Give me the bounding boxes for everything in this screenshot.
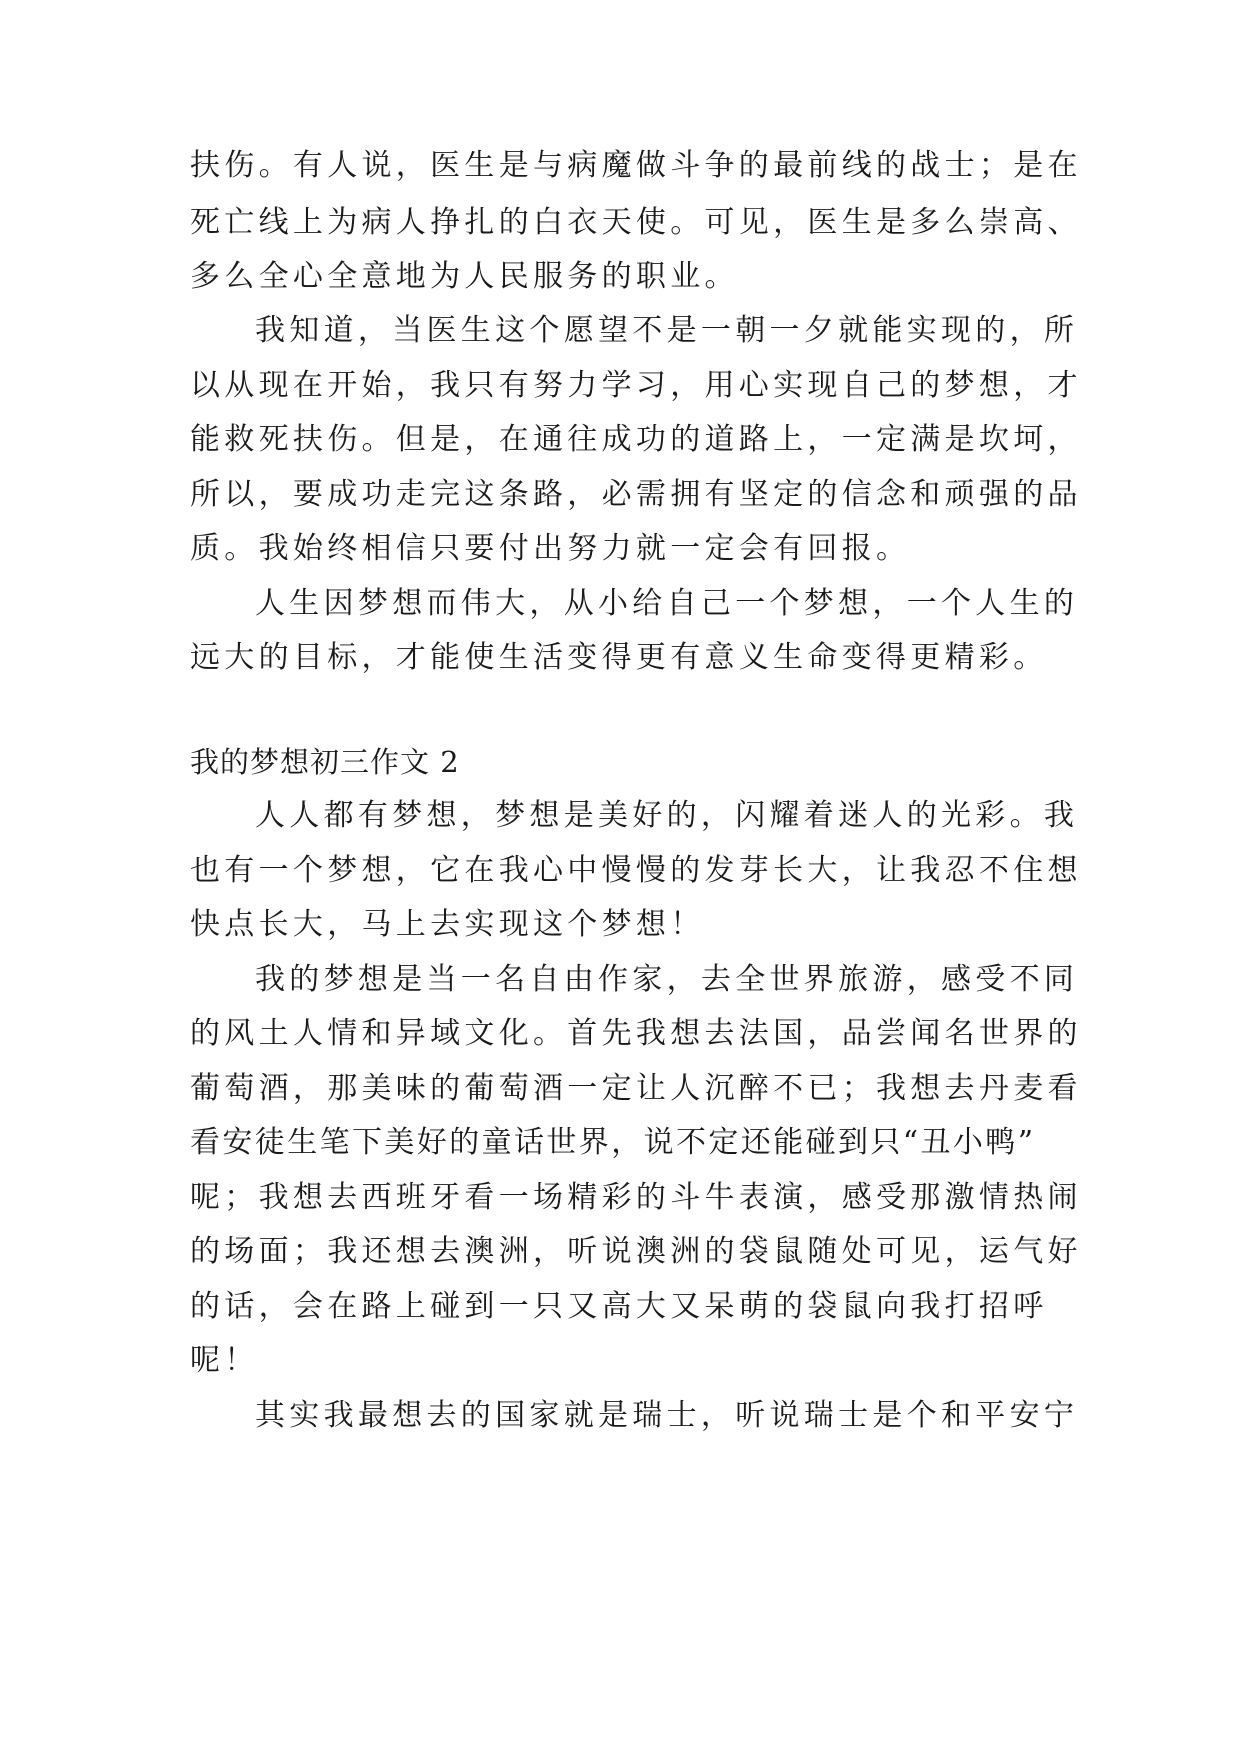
text-line: 快点长大，马上去实现这个梦想！ bbox=[190, 907, 705, 942]
text-line: 呢；我想去西班牙看一场精彩的斗牛表演，感受那激情热闹 bbox=[190, 1180, 1082, 1215]
paragraph-first-line: 我的梦想是当一名自由作家，去全世界旅游，感受不同 bbox=[255, 962, 1079, 997]
text-line: 死亡线上为病人挣扎的白衣天使。可见，医生是多么崇高、 bbox=[190, 205, 1082, 240]
paragraph-first-line: 其实我最想去的国家就是瑞士，听说瑞士是个和平安宁 bbox=[255, 1398, 1079, 1433]
text-line: 葡萄酒，那美味的葡萄酒一定让人沉醉不已；我想去丹麦看 bbox=[190, 1071, 1082, 1106]
text-line: 的话，会在路上碰到一只又高大又呆萌的袋鼠向我打招呼 bbox=[190, 1289, 1048, 1324]
text-line: 也有一个梦想，它在我心中慢慢的发芽长大，让我忍不住想 bbox=[190, 853, 1082, 888]
section-title: 我的梦想初三作文 2 bbox=[190, 745, 460, 779]
text-line: 的场面；我还想去澳洲，听说澳洲的袋鼠随处可见，运气好 bbox=[190, 1234, 1082, 1269]
text-line: 远大的目标，才能使生活变得更有意义生命变得更精彩。 bbox=[190, 640, 1048, 675]
text-line: 扶伤。有人说，医生是与病魔做斗争的最前线的战士；是在 bbox=[190, 148, 1082, 183]
paragraph-first-line: 人人都有梦想，梦想是美好的，闪耀着迷人的光彩。我 bbox=[255, 798, 1079, 833]
paragraph-first-line: 我知道，当医生这个愿望不是一朝一夕就能实现的，所 bbox=[255, 313, 1079, 348]
text-line: 能救死扶伤。但是，在通往成功的道路上，一定满是坎坷， bbox=[190, 422, 1082, 457]
text-line: 多么全心全意地为人民服务的职业。 bbox=[190, 259, 739, 294]
text-line: 以从现在开始，我只有努力学习，用心实现自己的梦想，才 bbox=[190, 368, 1082, 403]
text-line: 质。我始终相信只要付出努力就一定会有回报。 bbox=[190, 531, 911, 566]
text-line: 看安徒生笔下美好的童话世界，说不定还能碰到只“丑小鸭” bbox=[190, 1125, 1036, 1160]
text-line: 的风土人情和异域文化。首先我想去法国，品尝闻名世界的 bbox=[190, 1016, 1082, 1051]
paragraph-first-line: 人生因梦想而伟大，从小给自己一个梦想，一个人生的 bbox=[255, 586, 1079, 621]
text-line: 呢！ bbox=[190, 1343, 259, 1378]
text-line: 所以，要成功走完这条路，必需拥有坚定的信念和顽强的品 bbox=[190, 477, 1082, 512]
